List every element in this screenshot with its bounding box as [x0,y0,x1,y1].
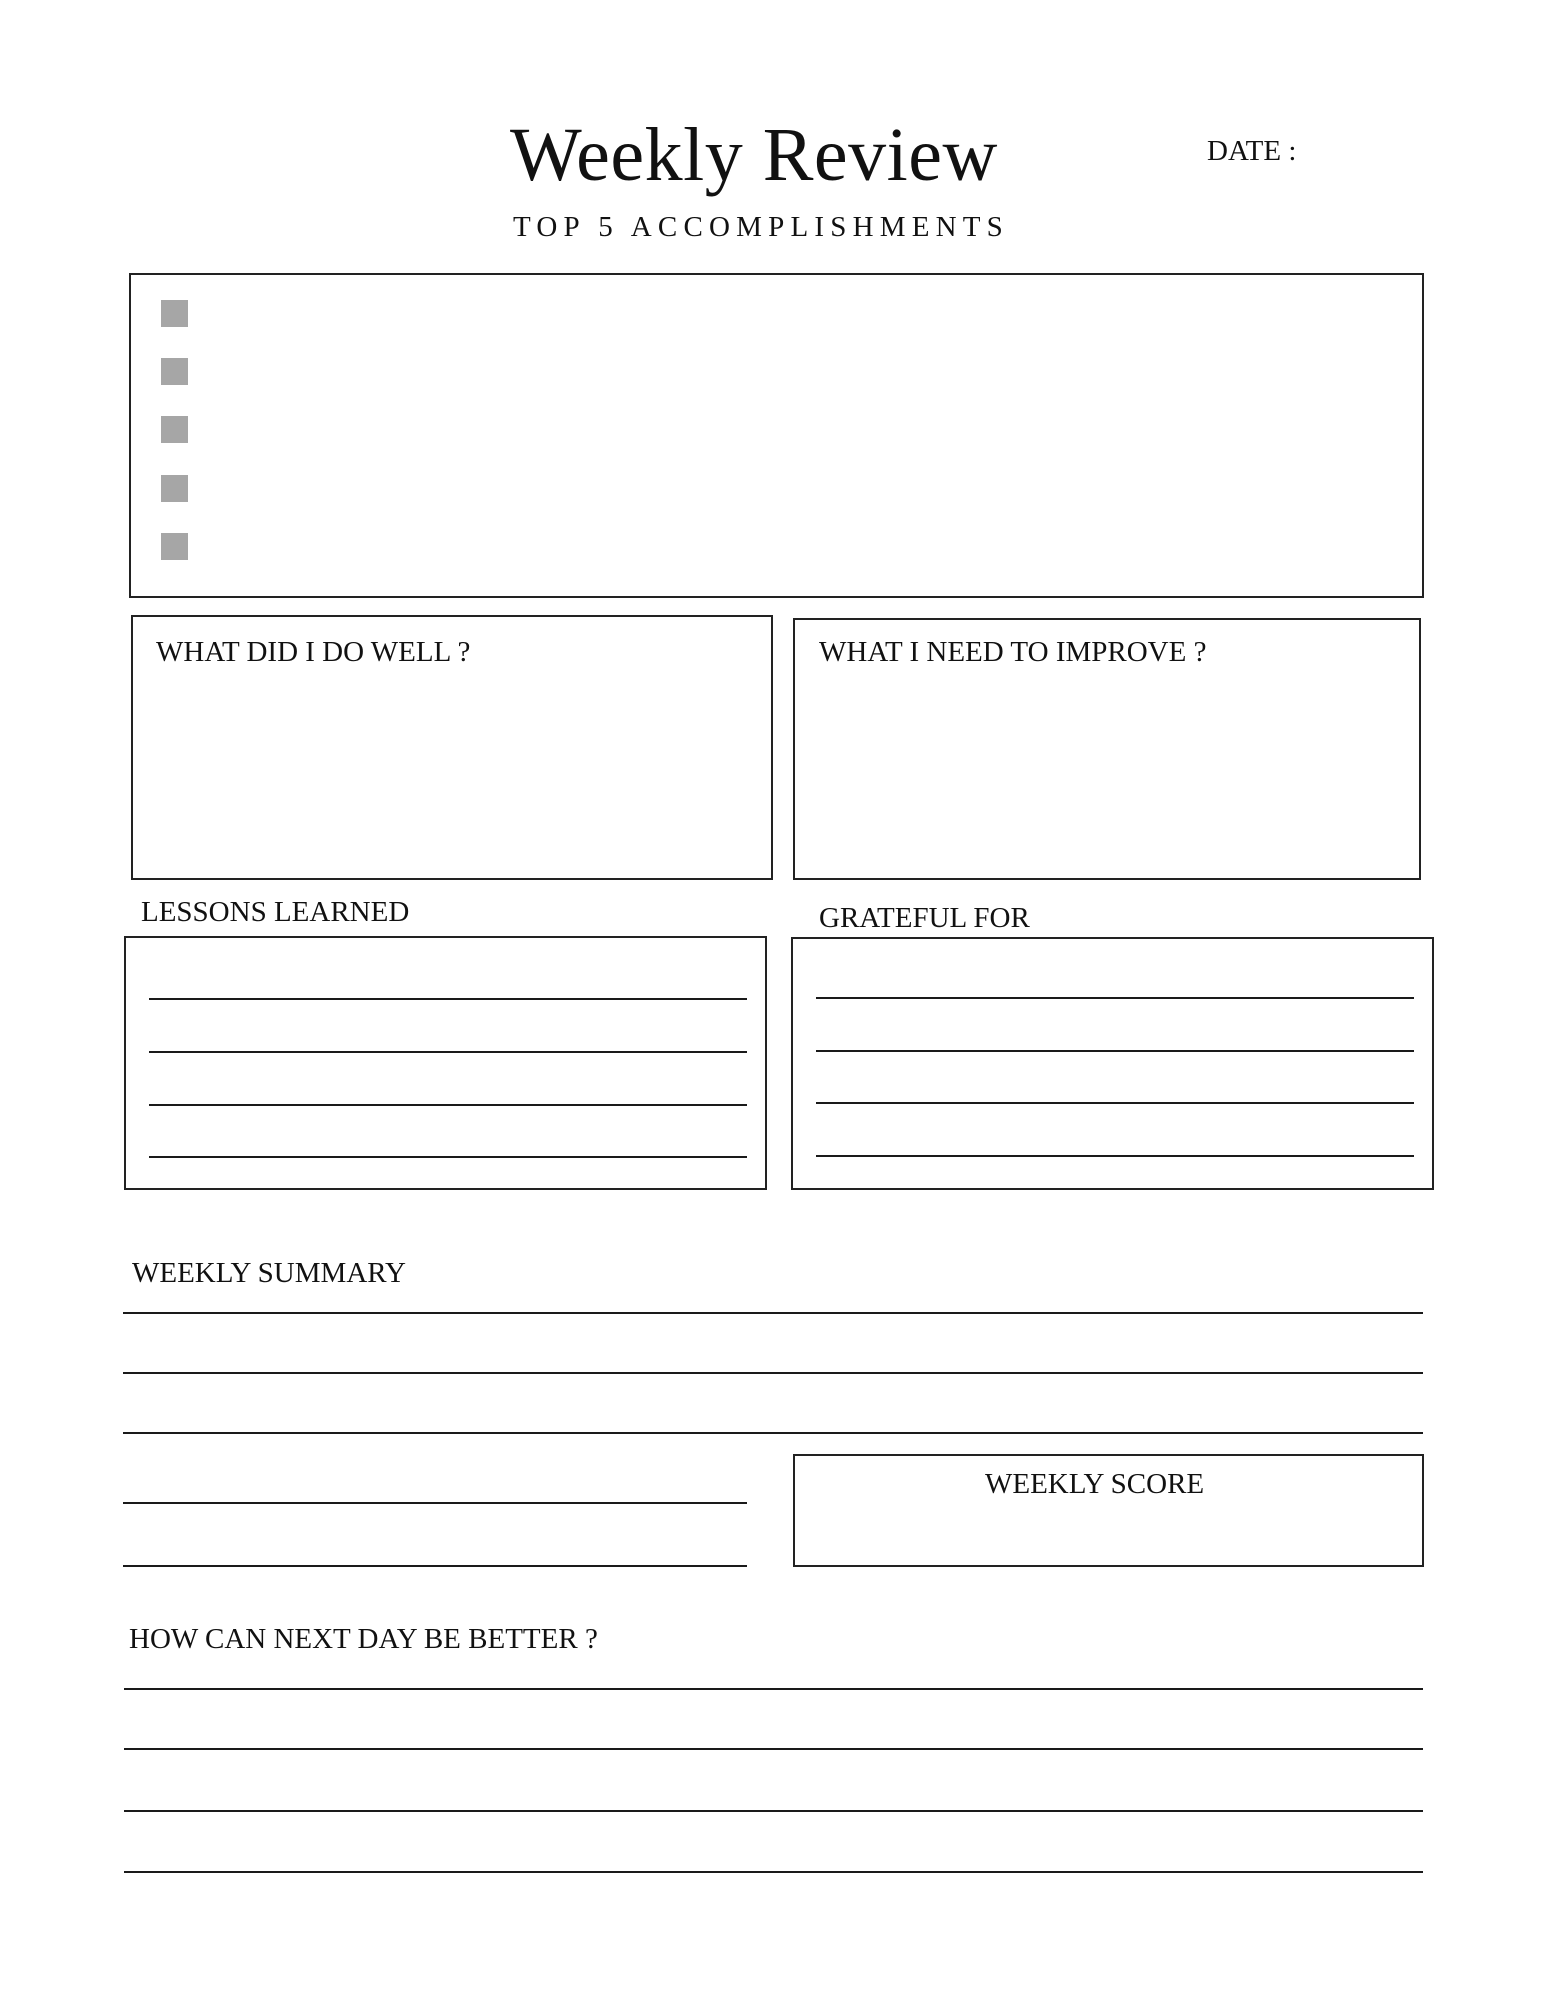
summary-label: WEEKLY SUMMARY [132,1257,406,1289]
lessons-box [124,936,767,1190]
grateful-line-1[interactable] [816,997,1414,999]
did-well-input[interactable] [150,680,750,865]
accomplishment-checkbox-3[interactable] [161,416,188,443]
summary-line-4[interactable] [123,1502,747,1504]
accomplishment-checkbox-1[interactable] [161,300,188,327]
page-subtitle: TOP 5 ACCOMPLISHMENTS [513,211,1009,243]
grateful-label: GRATEFUL FOR [819,902,1030,934]
summary-line-3[interactable] [123,1432,1423,1434]
next-day-label: HOW CAN NEXT DAY BE BETTER ? [129,1623,598,1655]
improve-label: WHAT I NEED TO IMPROVE ? [819,636,1207,668]
accomplishment-checkbox-4[interactable] [161,475,188,502]
summary-line-2[interactable] [123,1372,1423,1374]
date-input[interactable] [1310,134,1430,168]
lessons-line-4[interactable] [149,1156,747,1158]
next-day-line-3[interactable] [124,1810,1423,1812]
score-input[interactable] [810,1508,1406,1552]
accomplishment-input-3[interactable] [205,412,1395,448]
accomplishment-checkbox-5[interactable] [161,533,188,560]
summary-line-1[interactable] [123,1312,1423,1314]
improve-input[interactable] [812,680,1402,865]
lessons-line-3[interactable] [149,1104,747,1106]
page-title: Weekly Review [510,113,998,197]
summary-line-5[interactable] [123,1565,747,1567]
next-day-line-2[interactable] [124,1748,1423,1750]
accomplishment-checkbox-2[interactable] [161,358,188,385]
accomplishment-input-1[interactable] [205,296,1395,332]
lessons-label: LESSONS LEARNED [141,896,410,928]
score-label: WEEKLY SCORE [985,1468,1205,1500]
next-day-line-1[interactable] [124,1688,1423,1690]
grateful-line-3[interactable] [816,1102,1414,1104]
accomplishment-input-5[interactable] [205,529,1395,565]
next-day-line-4[interactable] [124,1871,1423,1873]
lessons-line-1[interactable] [149,998,747,1000]
grateful-line-2[interactable] [816,1050,1414,1052]
accomplishment-input-4[interactable] [205,471,1395,507]
lessons-line-2[interactable] [149,1051,747,1053]
grateful-line-4[interactable] [816,1155,1414,1157]
accomplishment-input-2[interactable] [205,354,1395,390]
grateful-box [791,937,1434,1190]
did-well-label: WHAT DID I DO WELL ? [156,636,471,668]
date-label: DATE : [1207,135,1297,167]
